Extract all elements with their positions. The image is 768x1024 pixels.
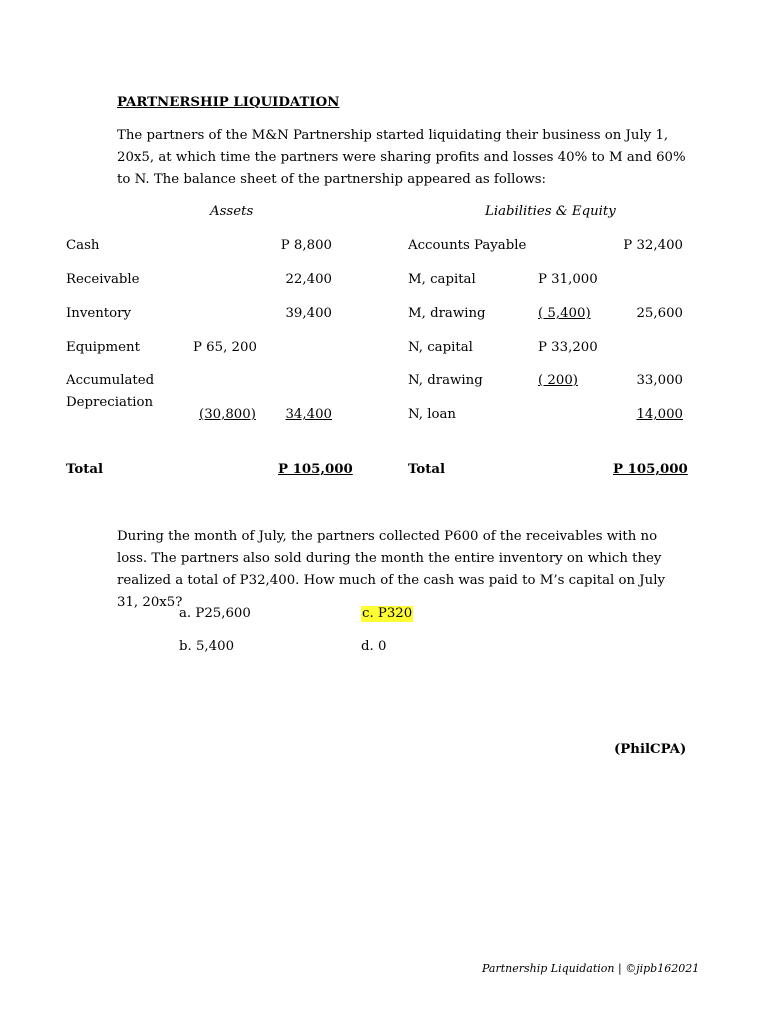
cash-amount: P 8,800 [280,238,332,253]
m-capital-subamount: P 31,000 [538,272,598,287]
question-paragraph: During the month of July, the partners collected P600 of the receivables with no loss. The partners also sold during the month the entire inventory on which they realized a total of P32,400. How much of the cash was paid to M’s capital on July 31, 20x5? [117,529,665,610]
cash-label: Cash [66,238,100,253]
n-capital-label: N, capital [408,340,473,355]
n-drawing-subamount: ( 200) [538,373,578,388]
equipment-net-amount: 34,400 [285,407,332,422]
accumulated-depreciation-subamount: (30,800) [199,407,256,422]
accounts-payable-label: Accounts Payable [408,238,527,253]
m-drawing-label: M, drawing [408,306,486,321]
n-capital-subamount: P 33,200 [538,340,598,355]
equipment-subamount: P 65, 200 [193,340,257,355]
page-footer: Partnership Liquidation | ©jipb162021 [482,962,700,975]
inventory-amount: 39,400 [285,306,332,321]
page-title: PARTNERSHIP LIQUIDATION [117,95,340,110]
assets-heading: Assets [210,204,254,219]
assets-total-amount: P 105,000 [278,462,353,477]
receivable-label: Receivable [66,272,140,287]
assets-total-label: Total [66,462,104,477]
liabilities-total-label: Total [408,462,446,477]
depreciation-label: Depreciation [66,395,154,410]
choice-a: a. P25,600 [179,606,251,621]
m-capital-label: M, capital [408,272,476,287]
liabilities-heading: Liabilities & Equity [485,204,616,219]
n-loan-label: N, loan [408,407,456,422]
source-attribution: (PhilCPA) [614,742,687,757]
inventory-label: Inventory [66,306,131,321]
liabilities-total-amount: P 105,000 [613,462,688,477]
n-loan-amount: 14,000 [636,407,683,422]
receivable-amount: 22,400 [285,272,332,287]
m-drawing-subamount: ( 5,400) [538,306,591,321]
choice-d: d. 0 [361,639,387,654]
n-drawing-label: N, drawing [408,373,483,388]
choice-b: b. 5,400 [179,639,235,654]
n-net-amount: 33,000 [636,373,683,388]
m-net-amount: 25,600 [636,306,683,321]
equipment-label: Equipment [66,340,140,355]
choice-c-highlighted: c. P320 [362,606,413,621]
intro-paragraph: The partners of the M&N Partnership started liquidating their business on July 1, 20x5, at which time the partners were sharing profits and losses 40% to M and 60% to N. The balance sheet of the partnership appeared as follows: [117,128,686,187]
accounts-payable-amount: P 32,400 [623,238,683,253]
accumulated-label: Accumulated [66,373,155,388]
